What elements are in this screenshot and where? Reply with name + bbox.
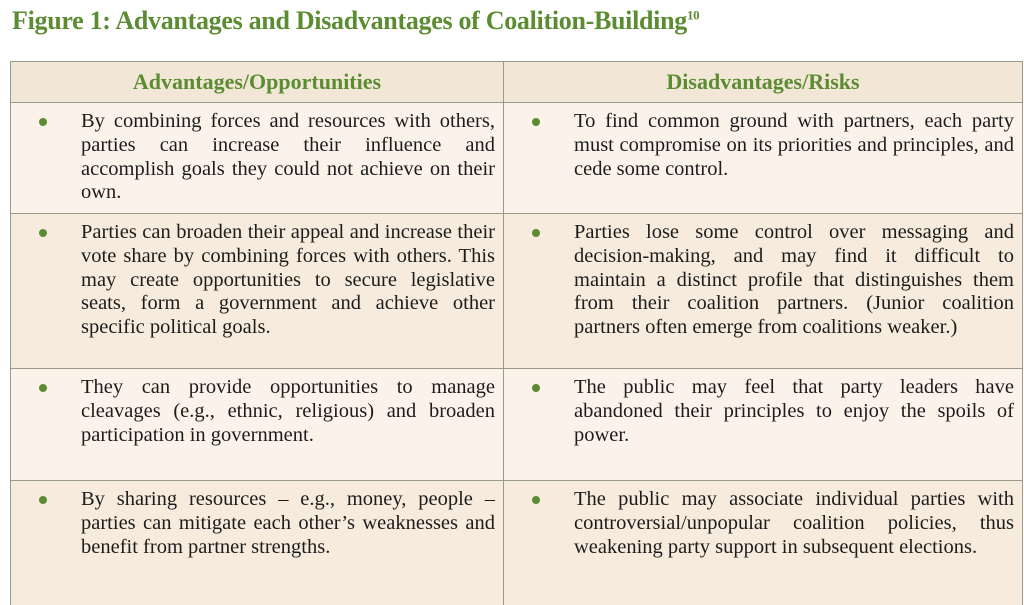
advantage-text: Parties can broaden their appeal and increase their vote share by combining forces with others. This may create opportunities to secure legislative seats, form a government and achieve other specific political goals. — [81, 221, 495, 339]
bullet-icon — [39, 496, 47, 504]
table-header-row — [11, 62, 1023, 103]
figure-title-text: Figure 1: Advantages and Disadvantages of Coalition-Building — [12, 6, 687, 35]
table-row — [11, 214, 1023, 369]
advantage-text: By combining forces and resources with others, parties can increase their influence and accomplish goals they could not achieve on their own. — [81, 110, 495, 204]
advantage-text: They can provide opportunities to manage cleavages (e.g., ethnic, religious) and broaden participation in government. — [81, 376, 495, 446]
advantage-cell — [11, 481, 504, 605]
bullet-icon — [532, 118, 540, 126]
disadvantage-cell — [504, 369, 1023, 481]
figure-title — [12, 6, 699, 36]
disadvantage-cell — [504, 214, 1023, 369]
disadvantage-text: The public may feel that party leaders have abandoned their principles to enjoy the spoils of power. — [574, 376, 1014, 446]
footnote-marker: 10 — [686, 7, 700, 23]
table-row — [11, 103, 1023, 214]
bullet-icon — [39, 118, 47, 126]
disadvantage-text: Parties lose some control over messaging and decision-making, and may find it difficult to maintain a distinct profile that distinguishes them from their coalition partners. (Junior coalition partners often emerge from coalitions weaker.) — [574, 221, 1014, 339]
disadvantage-cell — [504, 103, 1023, 214]
disadvantage-cell — [504, 481, 1023, 605]
disadvantage-text: The public may associate individual parties with controversial/unpopular coalition policies, thus weakening party support in subsequent elections. — [574, 488, 1014, 558]
bullet-icon — [532, 229, 540, 237]
bullet-icon — [39, 229, 47, 237]
bullet-icon — [532, 496, 540, 504]
table-row — [11, 481, 1023, 605]
advantage-text: By sharing resources – e.g., money, people – parties can mitigate each other’s weaknesses and benefit from partner strengths. — [81, 488, 495, 558]
disadvantage-text: To find common ground with partners, each party must compromise on its priorities and principles, and cede some control. — [574, 110, 1014, 180]
header-advantages: Advantages/Opportunities — [11, 62, 504, 103]
advantage-cell — [11, 103, 504, 214]
header-disadvantages: Disadvantages/Risks — [504, 62, 1023, 103]
table-row — [11, 369, 1023, 481]
advantage-cell — [11, 214, 504, 369]
coalition-table — [10, 61, 1023, 605]
advantage-cell — [11, 369, 504, 481]
bullet-icon — [39, 384, 47, 392]
bullet-icon — [532, 384, 540, 392]
